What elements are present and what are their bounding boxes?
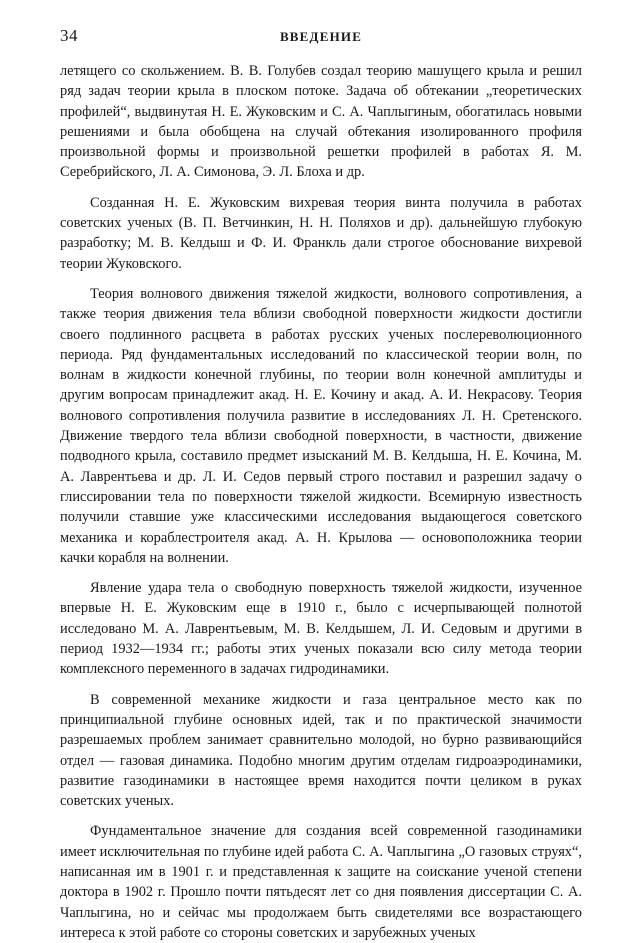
paragraph-6: Фундаментальное значение для создания всей современной газодинамики имеет исключительная по глубине идей работа С. А. Чаплыгина „О газовых струях“, написанная им в 1901 г. и представленная к защите на соискание ученой степени доктора в 1902 г. Прошло почти пятьдесят лет со дня появления диссертации С. А. Чаплыгина, но и сейчас мы продолжаем быть свидетелями все возрастающего интереса к этой работе со стороны советских и зарубежных ученых: [60, 823, 582, 941]
paragraph-4: Явление удара тела о свободную поверхность тяжелой жидкости, изученное впервые Н. Е. Жуковским еще в 1910 г., было с исчерпывающей полнотой исследовано М. А. Лаврентьевым, М. В. Келдышем, Л. И. Седовым и другими в период 1932—1934 гг.; работы этих ученых показали всю силу метода теории комплексного переменного в задачах гидродинамики.: [60, 580, 582, 678]
running-head: [60, 26, 582, 46]
paragraph-5: В современной механике жидкости и газа центральное место как по принципиальной глубине основных идей, так и по практической значимости разрешаемых проблем занимает сравнительно молодой, но бурно развивающийся отдел — газовая динамика. Подобно многим другим отделам гидроаэродинамики, развитие газодинамики в настоящее время находится почти целиком в руках советских ученых.: [60, 691, 582, 810]
paragraph-1-continued: летящего со скольжением. В. В. Голубев создал теорию машущего крыла и решил ряд задач теории крыла в плоском потоке. Задача об обтекании „теоретических профилей“, выдвинутая Н. Е. Жуковским и С. А. Чаплыгиным, обогатилась новыми решениями и была обобщена на случай обтекания изолированного профиля произвольной формы и произвольной решетки профилей в работах Я. М. Серебрийского, Л. А. Симонова, Э. Л. Блоха и др.: [60, 63, 582, 181]
body-text: [60, 61, 582, 943]
section-title: ВВЕДЕНИЕ: [279, 29, 363, 44]
page-number: 34: [60, 26, 78, 45]
paragraph-2: Созданная Н. Е. Жуковским вихревая теория винта получила в работах советских ученых (В. П. Ветчинкин, Н. Н. Поляхов и др). дальнейшую глубокую разработку; М. В. Келдыш и Ф. И. Франкль дали строгое обоснование вихревой теории Жуковского.: [60, 194, 582, 272]
paragraph-3: Теория волнового движения тяжелой жидкости, волнового сопротивления, а также теория движения тела вблизи свободной поверхности жидкости достигли своего подлинного расцвета в работах русских ученых послереволюционного периода. Ряд фундаментальных исследований по классической теории волн, по волнам в жидкости конечной глубины, по теории волн конечной амплитуды и другим вопросам принадлежит акад. Н. Е. Кочину и акад. А. И. Некрасову. Теория волнового сопротивления получила развитие в исследованиях Л. Н. Сретенского. Движение твердого тела вблизи свободной поверхности, в частности, движение подводного крыла, составило предмет изысканий М. В. Келдыша, Н. Е. Кочина, М. А. Лаврентьева и др. Л. И. Седов первый строго поставил и разрешил задачу о глиссировании тела по поверхности тяжелой жидкости. Всемирную известность получили ставшие уже классическими исследования выдающегося советского механика и кораблестроителя акад. А. Н. Крылова — основоположника теории качки корабля на волнении.: [60, 285, 582, 566]
